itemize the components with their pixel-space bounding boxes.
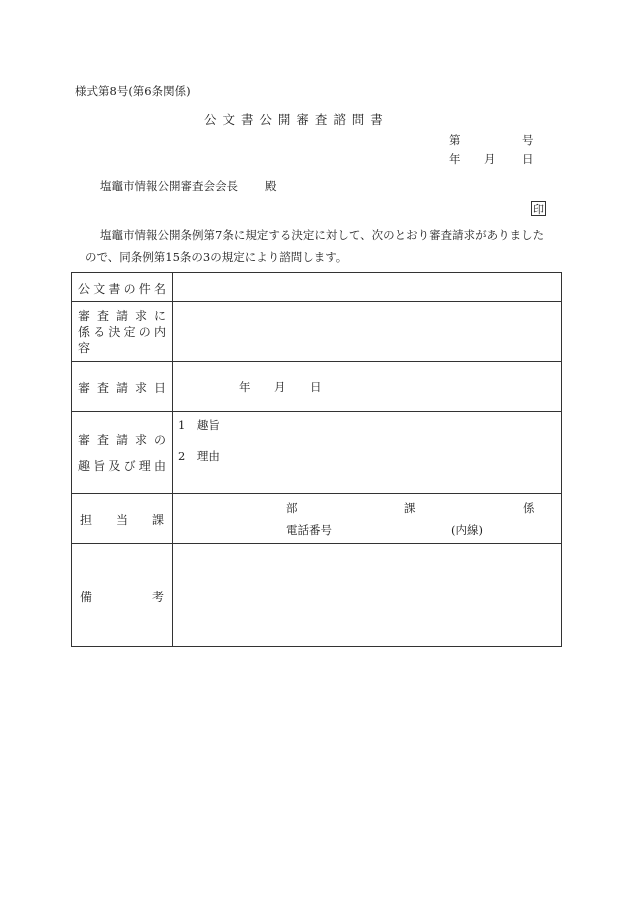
request-form-table xyxy=(71,272,562,647)
date-day: 日 xyxy=(522,152,534,166)
table-row xyxy=(72,544,562,647)
seal-mark: 印 xyxy=(533,203,544,216)
document-number-prefix: 第 xyxy=(449,133,461,147)
extension-label: (内線) xyxy=(451,523,483,537)
document-number-suffix: 号 xyxy=(522,133,534,147)
reason-item: 2 理由 xyxy=(178,449,220,463)
remarks-label: 備考 xyxy=(80,590,164,604)
date-year: 年 xyxy=(449,152,461,166)
label-cell xyxy=(72,273,173,302)
decision-content-label-line3: 容 xyxy=(78,341,91,355)
addressee-honorific: 殿 xyxy=(265,179,277,193)
label-cell xyxy=(72,544,173,647)
request-date-label: 審査請求日 xyxy=(78,381,166,395)
decision-content-label-line2: 係る決定の内 xyxy=(78,325,166,339)
department-bu: 部 xyxy=(286,501,298,515)
request-date-field[interactable] xyxy=(173,362,562,412)
table-row xyxy=(72,273,562,302)
department-ka: 課 xyxy=(404,501,416,515)
decision-content-label-line1: 審査請求に xyxy=(78,309,166,323)
department-field[interactable] xyxy=(173,494,562,544)
purpose-reason-label-line2: 趣旨及び理由 xyxy=(78,459,166,473)
body-text-line1: 塩竈市情報公開条例第7条に規定する決定に対して、次のとおり審査請求がありました xyxy=(100,228,545,242)
label-cell xyxy=(72,494,173,544)
document-subject-label: 公文書の件名 xyxy=(78,282,166,296)
purpose-item: 1 趣旨 xyxy=(178,418,220,432)
request-date-day: 日 xyxy=(310,380,322,394)
phone-number-label: 電話番号 xyxy=(286,523,332,537)
document-title: 公 文 書 公 開 審 査 諮 問 書 xyxy=(204,112,384,127)
table-row xyxy=(72,302,562,362)
body-text-line2: ので、同条例第15条の3の規定により諮問します。 xyxy=(85,250,348,264)
table-row xyxy=(72,362,562,412)
purpose-reason-label-line1: 審査請求の xyxy=(78,433,166,447)
remarks-field[interactable] xyxy=(173,544,562,647)
department-kakari: 係 xyxy=(523,501,535,515)
table-row xyxy=(72,412,562,494)
purpose-reason-field[interactable] xyxy=(173,412,562,494)
request-date-month: 月 xyxy=(274,380,286,394)
decision-content-field[interactable] xyxy=(173,302,562,362)
label-cell xyxy=(72,302,173,362)
department-label: 担当課 xyxy=(80,513,164,527)
document-subject-field[interactable] xyxy=(173,273,562,302)
label-cell xyxy=(72,412,173,494)
table-row xyxy=(72,494,562,544)
date-month: 月 xyxy=(484,152,496,166)
request-date-year: 年 xyxy=(239,380,251,394)
addressee-name: 塩竈市情報公開審査会会長 xyxy=(100,179,238,193)
form-number: 様式第8号(第6条関係) xyxy=(75,84,191,98)
label-cell xyxy=(72,362,173,412)
